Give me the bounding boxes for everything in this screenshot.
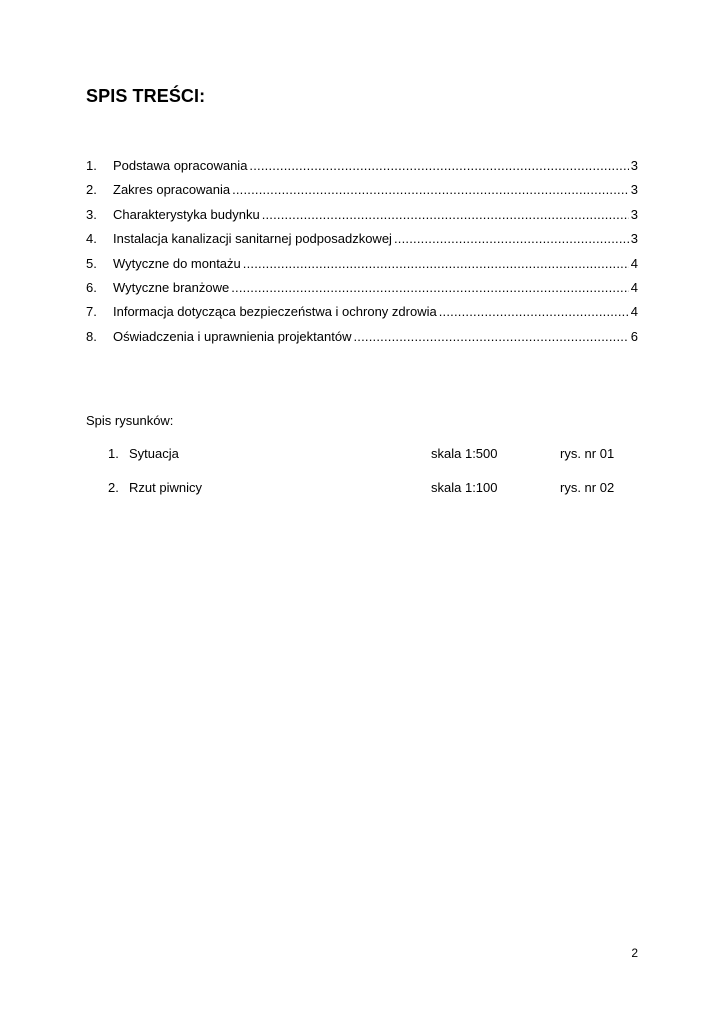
toc-entry-label: Podstawa opracowania	[113, 158, 248, 173]
toc-entry[interactable]	[86, 252, 638, 276]
figure-scale: skala 1:100	[431, 479, 498, 495]
figure-item	[108, 478, 628, 512]
figure-name: Sytuacja	[129, 446, 179, 461]
toc-entry-page: 4	[630, 279, 638, 295]
toc-entry-number: 1.	[86, 158, 97, 173]
toc-entry-page: 3	[630, 231, 638, 247]
toc-entry-label: Instalacja kanalizacji sanitarnej podposadzkowej	[113, 231, 392, 247]
toc-entry[interactable]	[86, 203, 638, 227]
toc-entry-label: Informacja dotycząca bezpieczeństwa i ochrony zdrowia	[113, 304, 437, 320]
toc-entry-label: Wytyczne do montażu	[113, 255, 241, 271]
toc-entry-number: 7.	[86, 304, 97, 320]
toc-entry-number: 8.	[86, 328, 97, 344]
figure-number: 2.	[108, 479, 119, 495]
toc-entry[interactable]	[86, 178, 638, 202]
toc-dot-leader	[231, 276, 629, 300]
page-number: 2	[631, 946, 638, 960]
toc-entry-number: 5.	[86, 255, 97, 271]
toc-entry[interactable]	[86, 227, 638, 251]
toc-list	[86, 154, 638, 349]
toc-entry-page: 3	[630, 182, 638, 198]
toc-entry[interactable]	[86, 300, 638, 324]
toc-entry-label: Oświadczenia i uprawnienia projektantów	[113, 328, 352, 344]
toc-entry-number: 3.	[86, 206, 97, 222]
figure-number: 1.	[108, 446, 119, 461]
toc-dot-leader	[353, 325, 628, 349]
toc-entry-page: 4	[630, 304, 638, 320]
toc-dot-leader	[394, 227, 629, 251]
toc-entry-number: 2.	[86, 182, 97, 198]
toc-entry-number: 6.	[86, 279, 97, 295]
toc-title: SPIS TREŚCI:	[86, 86, 206, 106]
figure-name: Rzut piwnicy	[129, 479, 202, 495]
figure-item	[108, 444, 628, 478]
toc-dot-leader	[243, 252, 629, 276]
toc-entry[interactable]	[86, 276, 638, 300]
figure-drawing-number: rys. nr 02	[560, 479, 615, 495]
toc-entry-number: 4.	[86, 231, 97, 247]
toc-entry-label: Wytyczne branżowe	[113, 279, 230, 295]
toc-dot-leader	[232, 178, 629, 202]
figures-heading: Spis rysunków:	[86, 413, 174, 428]
toc-entry-label: Charakterystyka budynku	[113, 206, 260, 222]
toc-entry-page: 6	[630, 328, 638, 344]
toc-dot-leader	[249, 154, 628, 178]
figures-list	[108, 444, 628, 511]
toc-entry-page: 3	[630, 206, 638, 222]
toc-entry[interactable]	[86, 154, 638, 178]
toc-entry-page: 4	[630, 255, 638, 271]
toc-entry-page: 3	[630, 158, 638, 173]
toc-dot-leader	[262, 203, 629, 227]
toc-entry-label: Zakres opracowania	[113, 182, 231, 198]
figure-drawing-number: rys. nr 01	[560, 446, 615, 461]
toc-entry[interactable]	[86, 325, 638, 349]
figure-scale: skala 1:500	[431, 446, 498, 461]
toc-dot-leader	[439, 300, 629, 324]
